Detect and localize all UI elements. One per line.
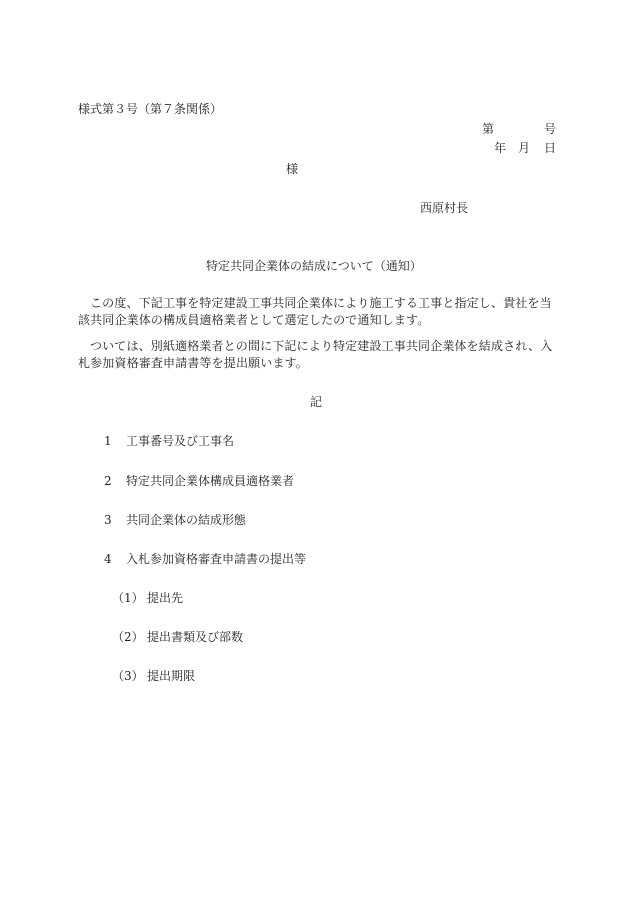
sender: 西原村長 [420,201,469,215]
item-4-number: 4 [104,552,112,566]
subitem-3-number: （3） [112,669,144,683]
item-2-number: 2 [104,474,112,488]
date-year: 年 [494,141,507,155]
ki-heading: 記 [310,395,323,409]
subitem-2-number: （2） [112,630,144,644]
body-paragraph-1: この度、下記工事を特定建設工事共同企業体により施工する工事と指定し、貴社を当該共同企業体の構成員適格業者として選定したので通知します。 [78,296,552,327]
subitem-1-label: 提出先 [147,591,184,605]
subitem-2-label: 提出書類及び部数 [147,630,244,644]
subitem-1-number: （1） [112,591,144,605]
item-1-number: 1 [104,434,112,448]
document-title: 特定共同企業体の結成について（通知） [206,259,422,273]
item-4-label: 入札参加資格審査申請書の提出等 [126,552,307,566]
body-paragraph-2: ついては、別紙適格業者との間に下記により特定建設工事共同企業体を結成され、入札参加資格審査申請書等を提出願います。 [78,339,553,370]
item-3-number: 3 [104,513,112,527]
date-day: 日 [544,141,557,155]
date-month: 月 [518,141,531,155]
item-3-label: 共同企業体の結成形態 [126,513,247,527]
subitem-3-label: 提出期限 [147,669,196,683]
form-number: 様式第３号（第７条関係） [78,102,223,116]
document-number-prefix: 第 [482,122,495,136]
item-1-label: 工事番号及び工事名 [126,434,235,448]
item-2-label: 特定共同企業体構成員適格業者 [126,474,295,488]
addressee-honorific: 様 [286,162,299,176]
document-number-suffix: 号 [544,122,557,136]
